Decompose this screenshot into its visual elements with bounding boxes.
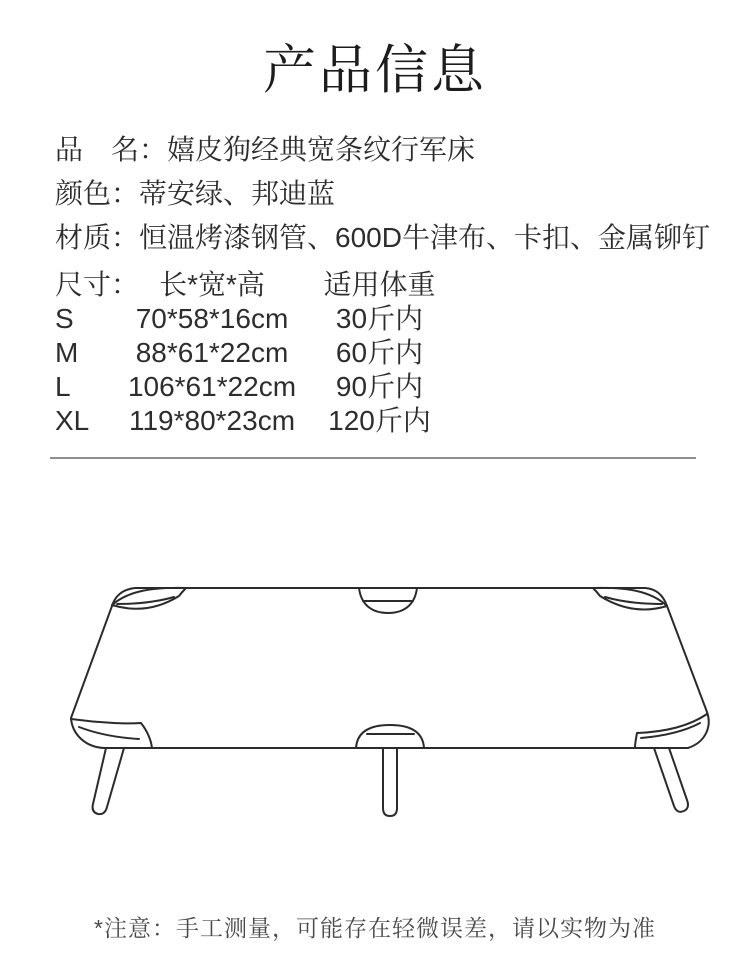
info-row-material — [55, 222, 710, 253]
size-cell-weight: 120斤内 — [328, 405, 431, 436]
size-row-s — [55, 302, 475, 336]
size-table-label: 尺寸： — [55, 269, 140, 300]
bed-pocket-bottom-center — [356, 725, 424, 748]
size-col-header-weight: 适用体重 — [323, 269, 436, 300]
size-row-xl — [55, 404, 475, 438]
size-cell-size: S — [55, 303, 74, 334]
size-cell-weight: 60斤内 — [335, 337, 424, 368]
bed-corner-flap-bottom-right — [635, 714, 707, 748]
size-row-m — [55, 336, 475, 370]
info-row-name — [55, 134, 705, 165]
info-label-color: 颜色： — [55, 178, 140, 209]
info-label-material: 材质： — [55, 222, 140, 253]
bed-corner-flap-bottom-right-inner — [641, 723, 700, 738]
size-cell-dimensions: 106*61*22cm — [127, 371, 297, 402]
size-cell-dimensions: 88*61*22cm — [135, 337, 289, 368]
page-title: 产品信息 — [263, 41, 487, 100]
size-cell-weight: 90斤内 — [335, 371, 424, 402]
section-divider — [50, 457, 696, 459]
size-cell-size: M — [55, 337, 79, 368]
product-info-section — [55, 134, 710, 266]
bed-leg-center — [383, 748, 397, 816]
size-cell-dimensions: 70*58*16cm — [135, 303, 289, 334]
info-value-color: 蒂安绿、邦迪蓝 — [139, 178, 336, 209]
size-col-header-dimensions: 长*宽*高 — [159, 269, 265, 300]
bed-corner-flap-bottom-left-inner — [79, 727, 139, 739]
measurement-disclaimer: *注意：手工测量，可能存在轻微误差，请以实物为准 — [94, 915, 656, 941]
bed-leg-right — [654, 748, 688, 812]
bed-corner-flap-bottom-left — [71, 719, 152, 748]
size-cell-size: L — [55, 371, 71, 402]
size-cell-size: XL — [55, 405, 90, 436]
size-table — [55, 268, 475, 438]
bed-leg-left — [93, 748, 124, 814]
size-row-l — [55, 370, 475, 404]
size-table-header — [55, 268, 475, 302]
info-label-name: 品 名： — [55, 134, 168, 165]
info-value-name: 嬉皮狗经典宽条纹行军床 — [167, 134, 476, 165]
size-cell-dimensions: 119*80*23cm — [128, 405, 296, 436]
info-row-color — [55, 178, 705, 209]
camp-bed-illustration — [0, 560, 750, 840]
info-value-material: 恒温烤漆钢管、600D牛津布、卡扣、金属铆钉 — [139, 222, 710, 253]
size-cell-weight: 30斤内 — [335, 303, 424, 334]
